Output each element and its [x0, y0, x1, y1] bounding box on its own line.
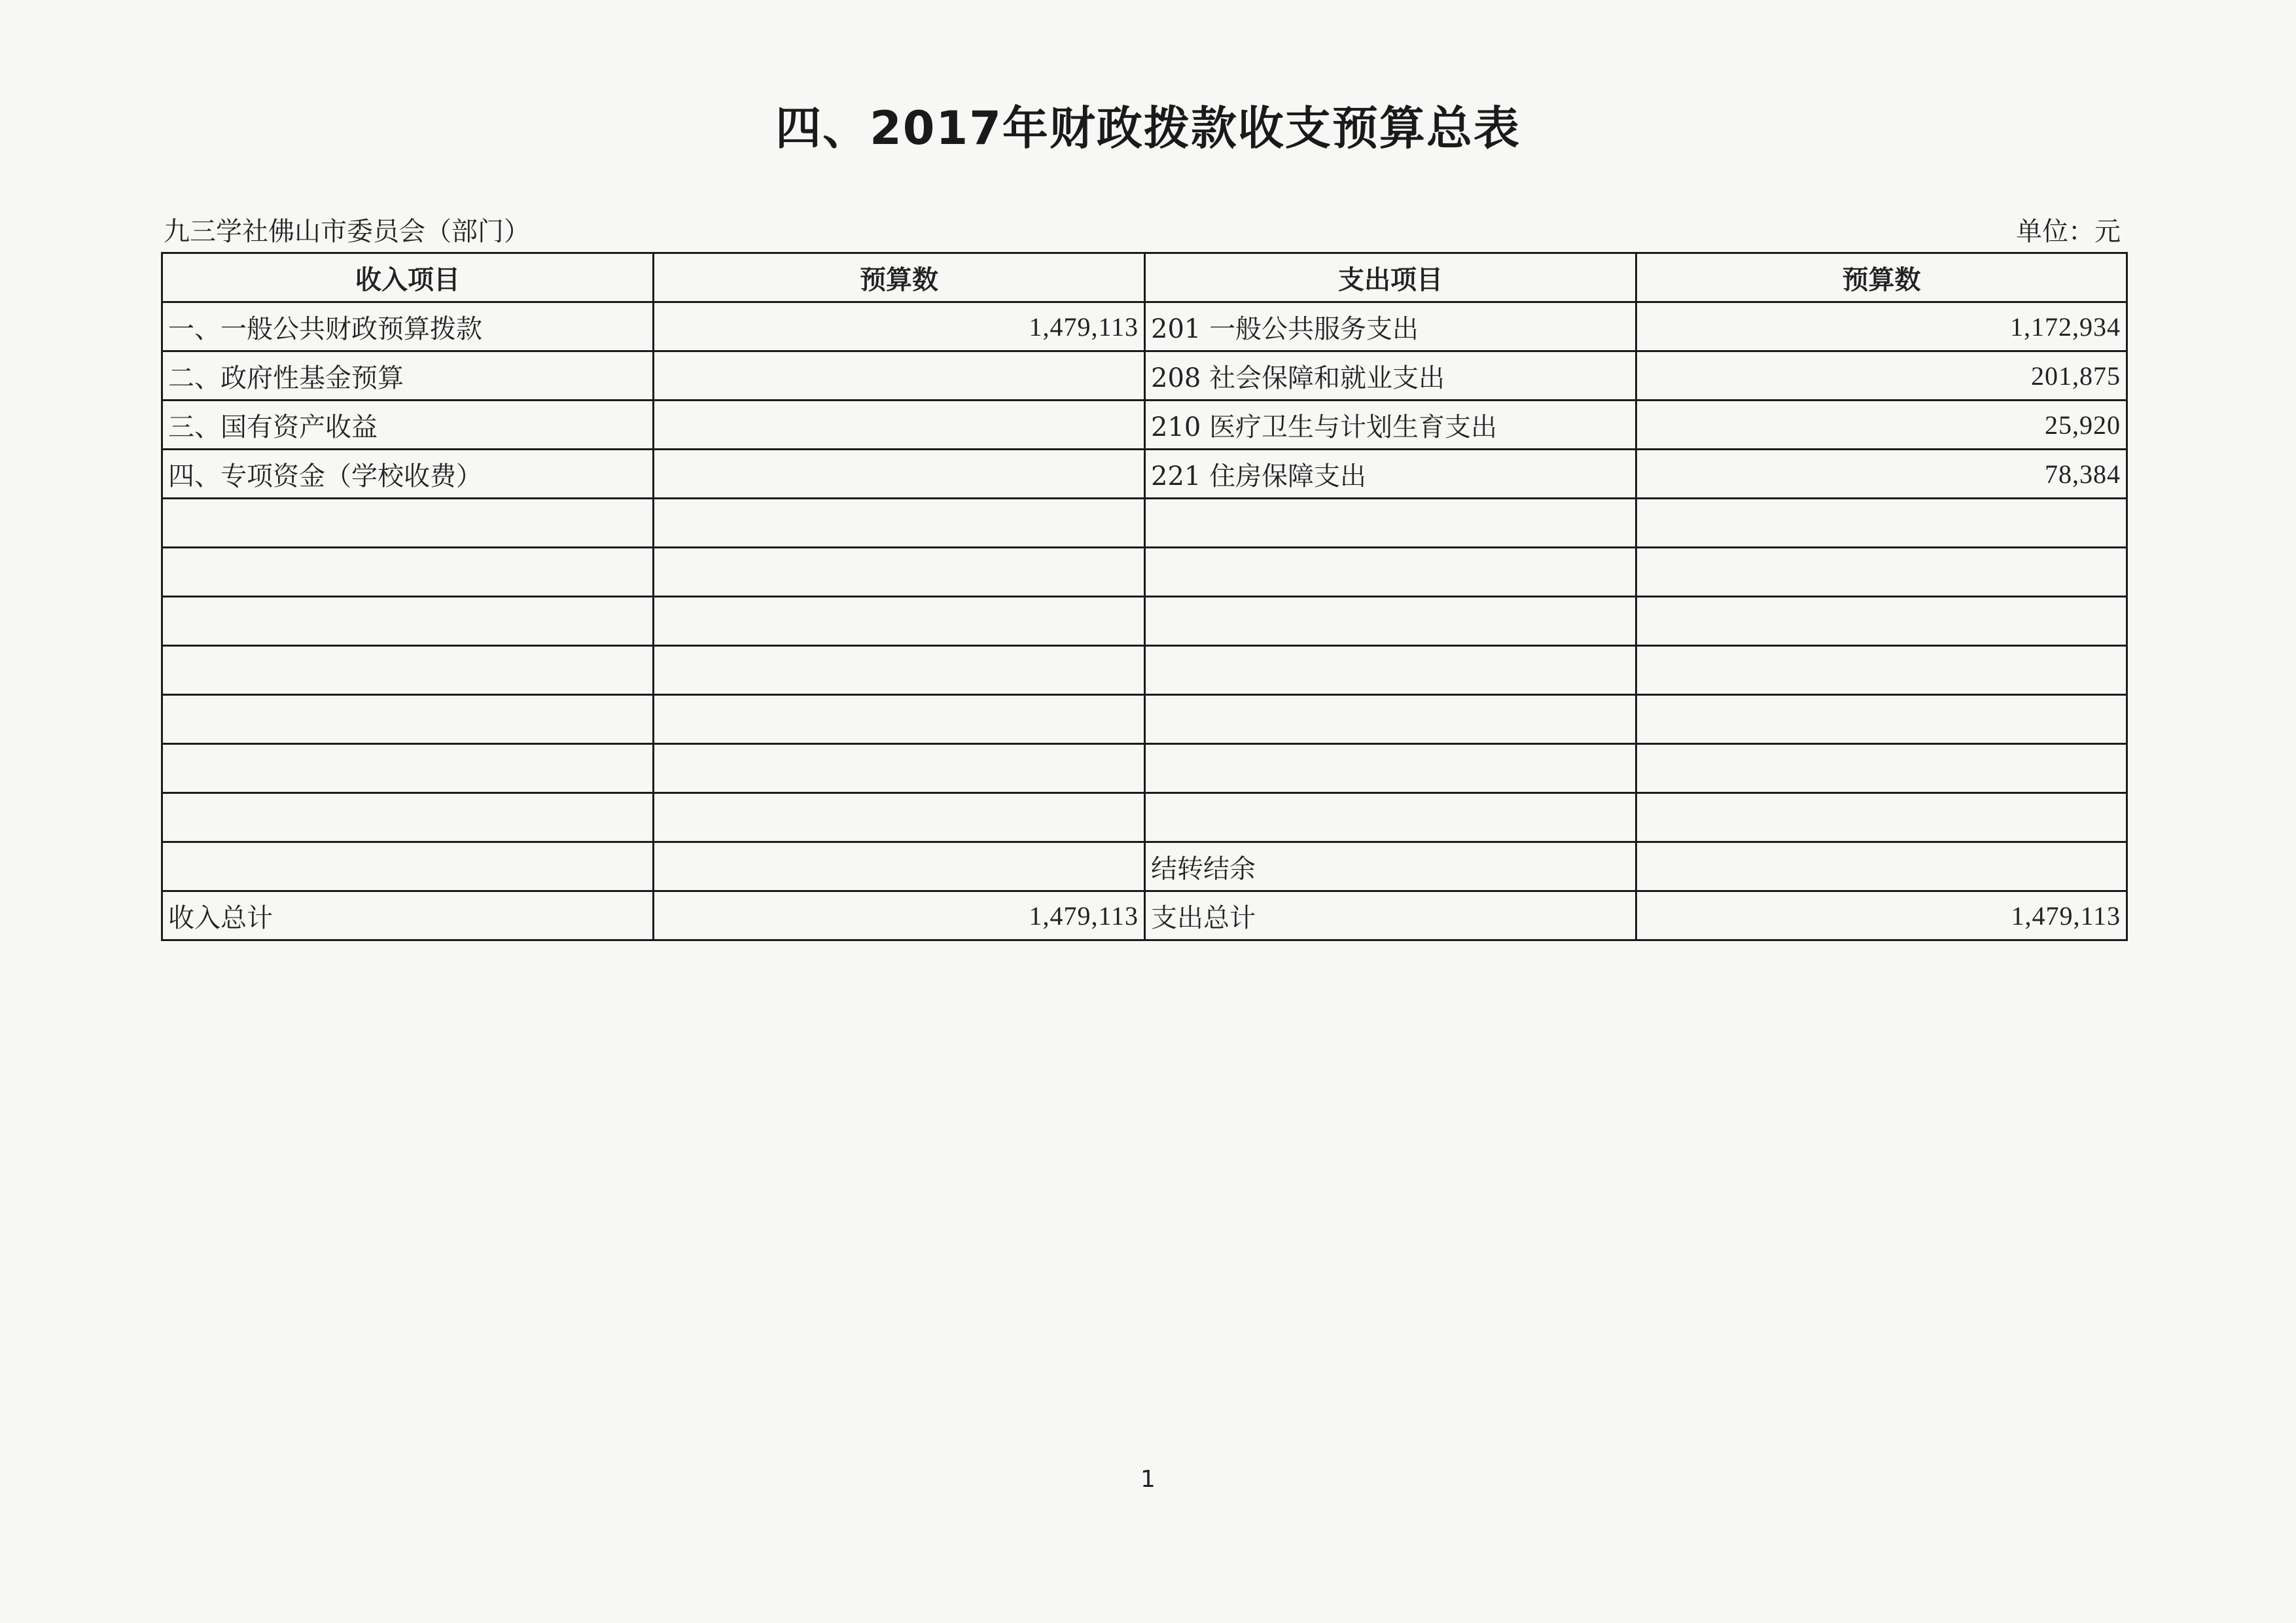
expense-budget-cell: 25,920: [1636, 401, 2127, 450]
table-row: [162, 548, 2127, 597]
expense-item-cell: [1145, 793, 1636, 842]
income-budget-cell: [654, 401, 1145, 450]
income-item-cell: [162, 646, 654, 695]
organization-label: 九三学社佛山市委员会（部门）: [164, 217, 530, 247]
expense-item-cell: 208 社会保障和就业支出: [1145, 351, 1636, 401]
expense-budget-cell: [1636, 744, 2127, 793]
expense-budget-cell: 78,384: [1636, 450, 2127, 499]
expense-item-cell: [1145, 744, 1636, 793]
expense-budget-cell: [1636, 793, 2127, 842]
table-row: [162, 744, 2127, 793]
expense-item-cell: [1145, 695, 1636, 744]
totals-row: [162, 891, 2127, 940]
header-expense-item: 支出项目: [1145, 253, 1636, 302]
income-item-cell: [162, 499, 654, 548]
table-row: [162, 450, 2127, 499]
income-total-label: 收入总计: [162, 891, 654, 940]
expense-budget-cell: [1636, 548, 2127, 597]
expense-budget-cell: [1636, 597, 2127, 646]
expense-budget-cell: [1636, 646, 2127, 695]
page-title: 四、2017年财政拨款收支预算总表: [775, 101, 1521, 155]
expense-budget-cell: [1636, 842, 2127, 891]
table-row: [162, 597, 2127, 646]
income-budget-cell: [654, 499, 1145, 548]
header-income-budget: 预算数: [654, 253, 1145, 302]
expense-item-cell: [1145, 597, 1636, 646]
income-budget-cell: 1,479,113: [654, 302, 1145, 351]
income-budget-cell: [654, 351, 1145, 401]
expense-budget-cell: [1636, 499, 2127, 548]
income-item-cell: 三、国有资产收益: [162, 401, 654, 450]
expense-item-cell: [1145, 646, 1636, 695]
table-row: [162, 646, 2127, 695]
expense-item-cell: [1145, 499, 1636, 548]
income-item-cell: 一、一般公共财政预算拨款: [162, 302, 654, 351]
budget-table: [161, 252, 2128, 941]
income-budget-cell: [654, 548, 1145, 597]
income-budget-cell: [654, 450, 1145, 499]
income-item-cell: [162, 695, 654, 744]
income-item-cell: 四、专项资金（学校收费）: [162, 450, 654, 499]
table-header-row: [162, 253, 2127, 302]
table-row: [162, 401, 2127, 450]
income-item-cell: [162, 597, 654, 646]
table-row: [162, 793, 2127, 842]
income-item-cell: [162, 744, 654, 793]
page-number: 1: [1140, 1466, 1156, 1493]
expense-budget-cell: [1636, 695, 2127, 744]
table-row: [162, 695, 2127, 744]
carryover-label-cell: 结转结余: [1145, 842, 1636, 891]
income-budget-cell: [654, 842, 1145, 891]
expense-budget-cell: 1,172,934: [1636, 302, 2127, 351]
income-budget-cell: [654, 597, 1145, 646]
expense-item-cell: 221 住房保障支出: [1145, 450, 1636, 499]
income-item-cell: [162, 548, 654, 597]
table-row: [162, 351, 2127, 401]
unit-label: 单位：元: [2016, 217, 2121, 247]
income-budget-cell: [654, 646, 1145, 695]
expense-item-cell: [1145, 548, 1636, 597]
income-budget-cell: [654, 695, 1145, 744]
income-total-value: 1,479,113: [654, 891, 1145, 940]
expense-budget-cell: 201,875: [1636, 351, 2127, 401]
table-row: [162, 499, 2127, 548]
header-expense-budget: 预算数: [1636, 253, 2127, 302]
expense-total-value: 1,479,113: [1636, 891, 2127, 940]
income-budget-cell: [654, 793, 1145, 842]
table-row: [162, 302, 2127, 351]
header-income-item: 收入项目: [162, 253, 654, 302]
income-item-cell: 二、政府性基金预算: [162, 351, 654, 401]
income-item-cell: [162, 793, 654, 842]
carryover-row: [162, 842, 2127, 891]
expense-total-label: 支出总计: [1145, 891, 1636, 940]
income-item-cell: [162, 842, 654, 891]
income-budget-cell: [654, 744, 1145, 793]
expense-item-cell: 210 医疗卫生与计划生育支出: [1145, 401, 1636, 450]
expense-item-cell: 201 一般公共服务支出: [1145, 302, 1636, 351]
